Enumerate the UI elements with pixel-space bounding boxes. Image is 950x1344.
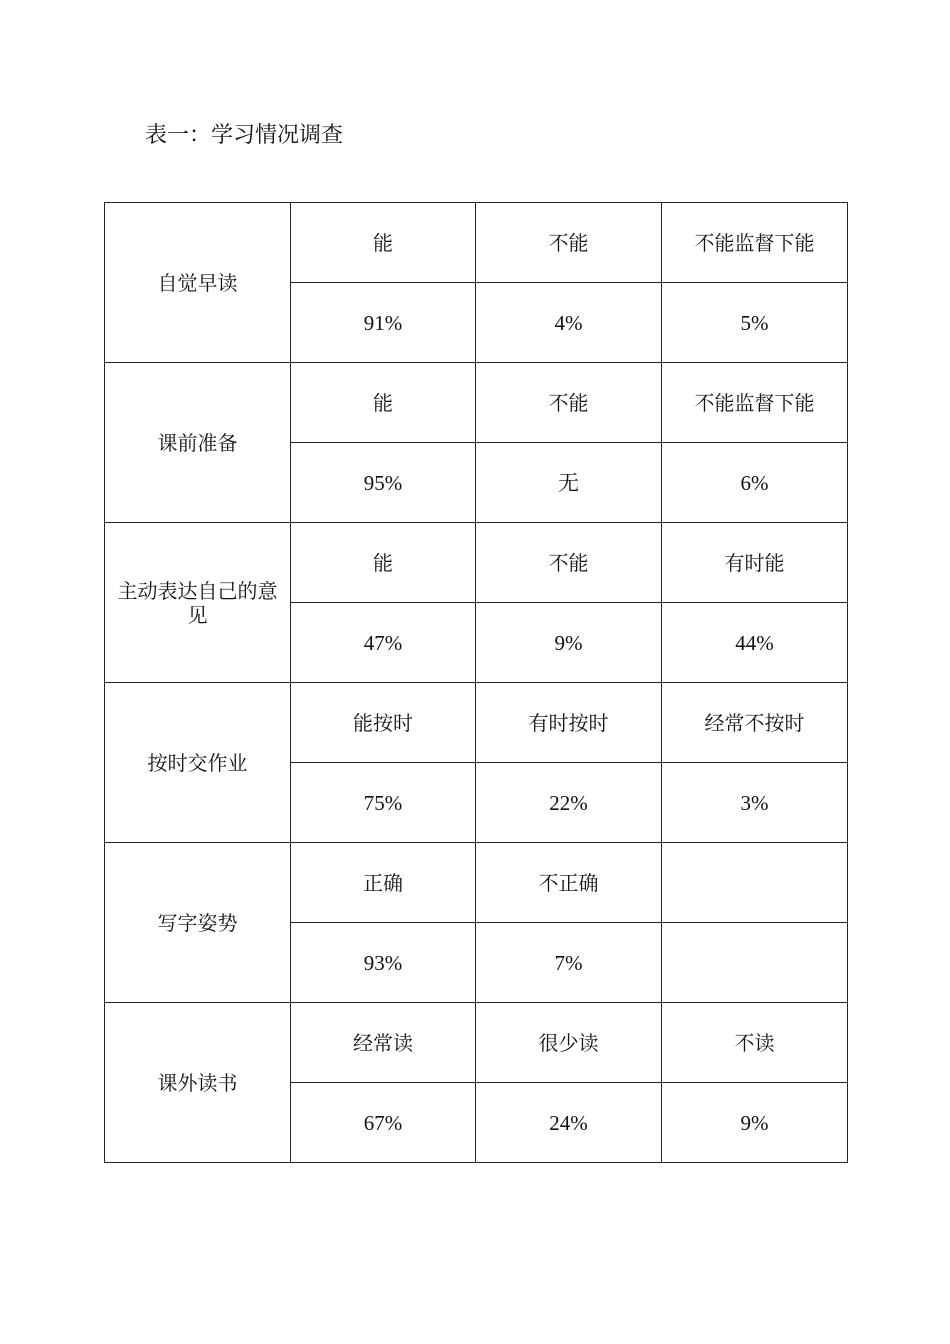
percentage-cell: 24% <box>476 1083 662 1163</box>
option-cell: 不能 <box>476 363 662 443</box>
table-row <box>105 843 848 923</box>
percentage-cell: 无 <box>476 443 662 523</box>
option-cell: 有时按时 <box>476 683 662 763</box>
category-cell: 课外读书 <box>105 1003 291 1163</box>
option-cell: 不能监督下能 <box>662 363 848 443</box>
table-row <box>105 363 848 443</box>
study-survey-table <box>104 202 848 1163</box>
table-row <box>105 203 848 283</box>
percentage-cell: 4% <box>476 283 662 363</box>
option-cell: 经常读 <box>291 1003 476 1083</box>
option-cell: 能按时 <box>291 683 476 763</box>
option-cell: 经常不按时 <box>662 683 848 763</box>
table-row <box>105 683 848 763</box>
table-caption: 表一：学习情况调查 <box>145 123 344 148</box>
percentage-cell: 6% <box>662 443 848 523</box>
category-cell: 课前准备 <box>105 363 291 523</box>
option-cell: 不能 <box>476 523 662 603</box>
percentage-cell: 9% <box>476 603 662 683</box>
percentage-cell: 75% <box>291 763 476 843</box>
percentage-cell: 7% <box>476 923 662 1003</box>
option-cell: 能 <box>291 363 476 443</box>
option-cell: 不能 <box>476 203 662 283</box>
percentage-cell: 95% <box>291 443 476 523</box>
percentage-cell: 93% <box>291 923 476 1003</box>
option-cell: 正确 <box>291 843 476 923</box>
option-cell: 很少读 <box>476 1003 662 1083</box>
percentage-cell: 47% <box>291 603 476 683</box>
option-cell: 不能监督下能 <box>662 203 848 283</box>
percentage-cell: 91% <box>291 283 476 363</box>
category-cell: 主动表达自己的意见 <box>105 523 291 683</box>
option-cell: 有时能 <box>662 523 848 603</box>
option-cell: 不读 <box>662 1003 848 1083</box>
percentage-cell: 22% <box>476 763 662 843</box>
option-cell: 不正确 <box>476 843 662 923</box>
percentage-cell: 67% <box>291 1083 476 1163</box>
category-cell: 自觉早读 <box>105 203 291 363</box>
percentage-cell <box>662 923 848 1003</box>
option-cell: 能 <box>291 523 476 603</box>
option-cell <box>662 843 848 923</box>
option-cell: 能 <box>291 203 476 283</box>
percentage-cell: 44% <box>662 603 848 683</box>
percentage-cell: 5% <box>662 283 848 363</box>
percentage-cell: 3% <box>662 763 848 843</box>
category-cell: 写字姿势 <box>105 843 291 1003</box>
category-cell: 按时交作业 <box>105 683 291 843</box>
table-row <box>105 1003 848 1083</box>
percentage-cell: 9% <box>662 1083 848 1163</box>
table-row <box>105 523 848 603</box>
